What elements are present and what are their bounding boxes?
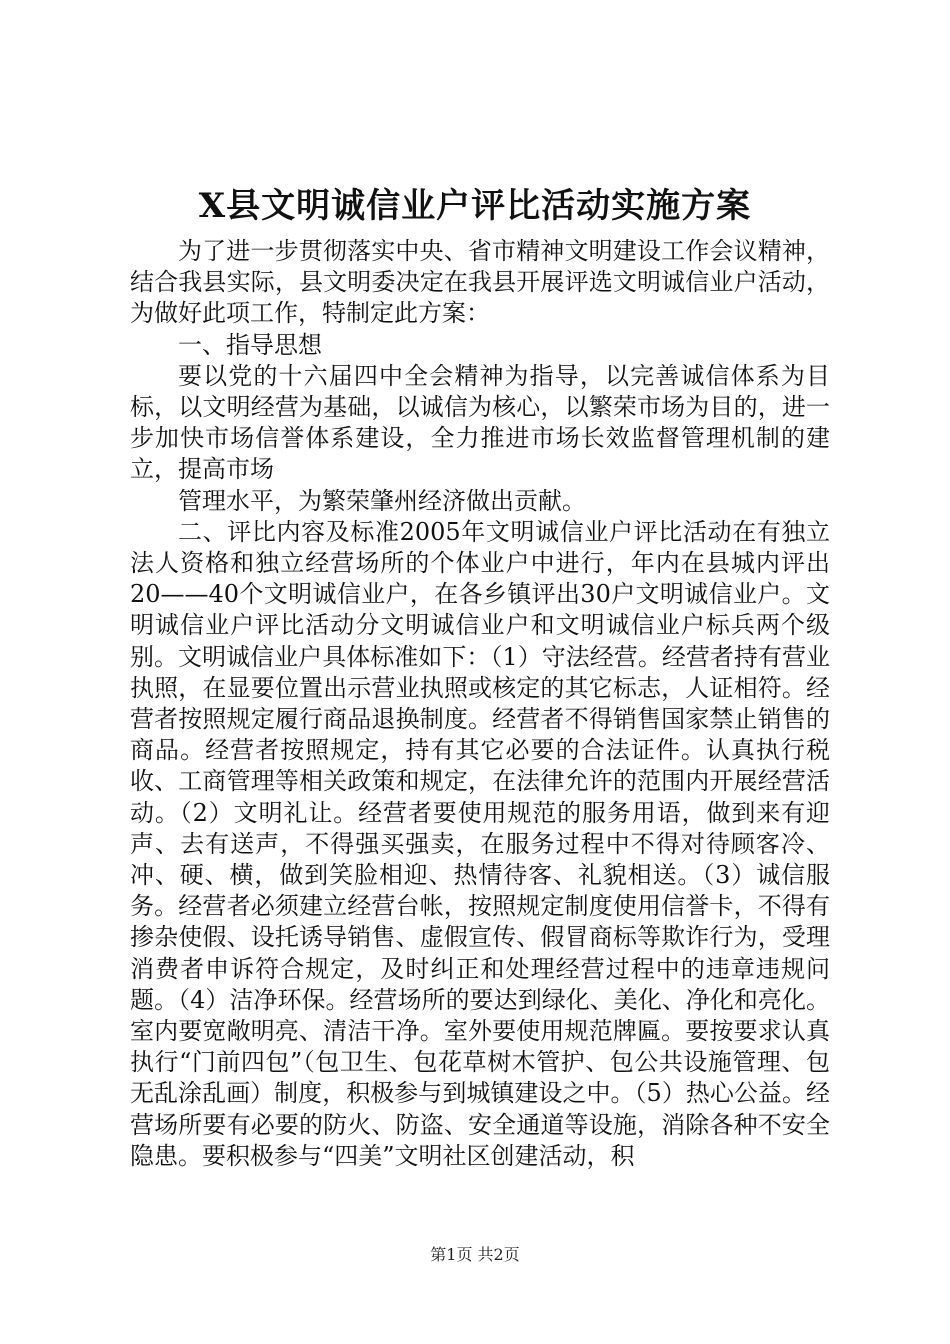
section-heading-guiding-ideology: 一、指导思想 [178, 330, 322, 359]
guiding-ideology-paragraph: 要以党的十六届四中全会精神为指导，以完善诚信体系为目标，以文明经营为基础，以诚信为核心，以繁荣市场为目的，进一步加快市场信誉体系建设，全力推进市场长效监督管理机制的建立，提高市场 [130, 361, 830, 484]
page-number-footer: 第1页 共2页 [430, 1245, 520, 1264]
document-title: X县文明诚信业户评比活动实施方案 [198, 186, 752, 226]
intro-paragraph: 为了进一步贯彻落实中央、省市精神文明建设工作会议精神，结合我县实际，县文明委决定在我县开展评选文明诚信业户活动，为做好此项工作，特制定此方案： [130, 237, 830, 328]
document-body [130, 236, 830, 1172]
guiding-ideology-continuation: 管理水平，为繁荣肇州经济做出贡献。 [178, 486, 586, 515]
evaluation-content-paragraph: 二、评比内容及标准2005年文明诚信业户评比活动在有独立法人资格和独立经营场所的个体业户中进行，年内在县城内评出20——40个文明诚信业户，在各乡镇评出30户文明诚信业户。文明诚信业户评比活动分文明诚信业户和文明诚信业户标兵两个级别。文明诚信业户具体标准如下：（1）守法经营。经营者持有营业执照，在显要位置出示营业执照或核定的其它标志，人证相符。经营者按照规定履行商品退换制度。经营者不得销售国家禁止销售的商品。经营者按照规定，持有其它必要的合法证件。认真执行税收、工商管理等相关政策和规定，在法律允许的范围内开展经营活动。（2）文明礼让。经营者要使用规范的服务用语，做到来有迎声、去有送声，不得强买强卖，在服务过程中不得对待顾客冷、冲、硬、横，做到笑脸相迎、热情待客、礼貌相送。（3）诚信服务。经营者必须建立经营台帐，按照规定制度使用信誉卡，不得有掺杂使假、设托诱导销售、虚假宣传、假冒商标等欺诈行为，受理消费者申诉符合规定，及时纠正和处理经营过程中的违章违规问题。（4）洁净环保。经营场所的要达到绿化、美化、净化和亮化。室内要宽敞明亮、清洁干净。室外要使用规范牌匾。要按要求认真执行“门前四包”（包卫生、包花草树木管护、包公共设施管理、包无乱涂乱画）制度，积极参与到城镇建设之中。（5）热心公益。经营场所要有必要的防火、防盗、安全通道等设施，消除各种不安全隐患。要积极参与“四美”文明社区创建活动，积 [130, 517, 830, 1170]
